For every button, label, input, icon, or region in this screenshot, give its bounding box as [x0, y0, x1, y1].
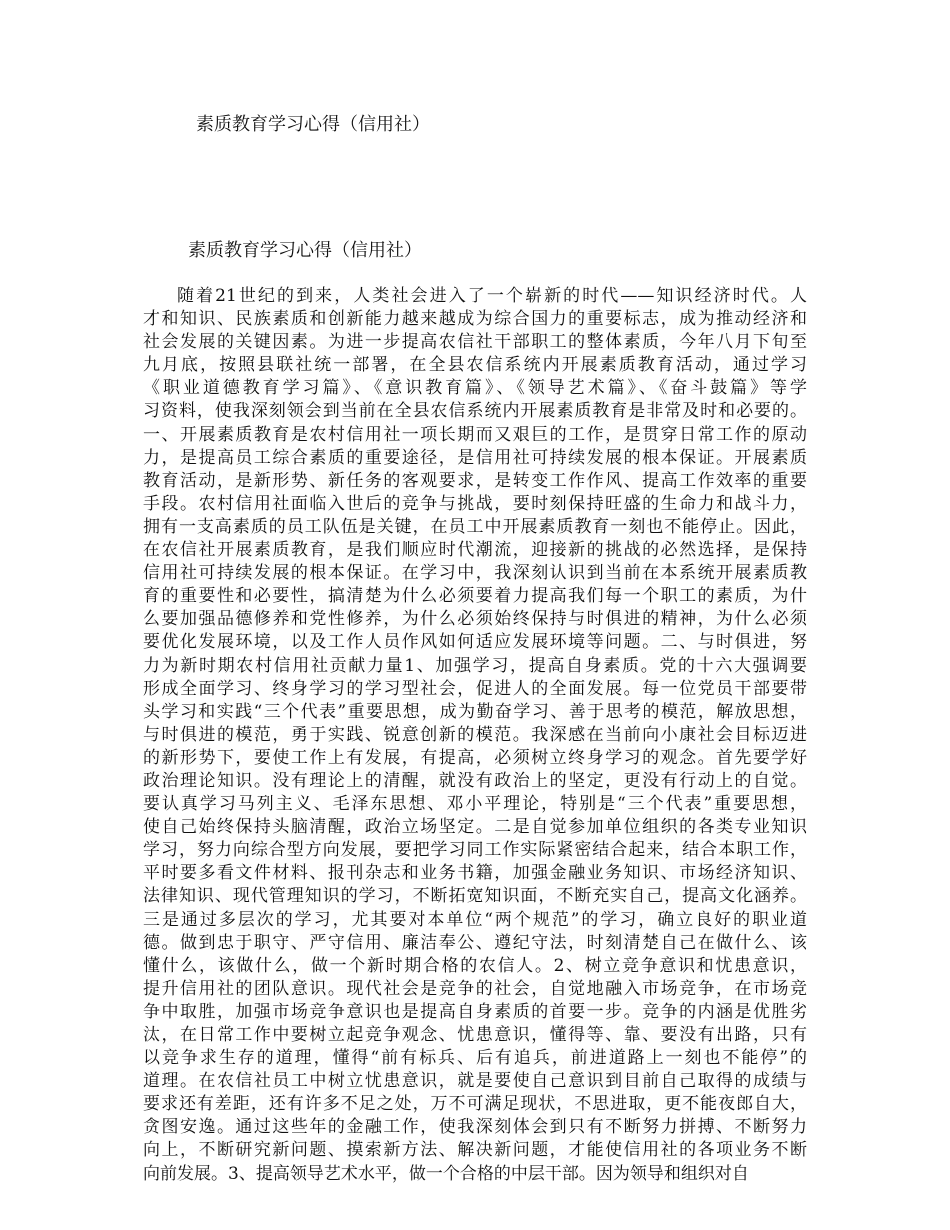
- body-text-line: 的新形势下，要使工作上有发展，有提高，必须树立终身学习的观念。首先要学好: [143, 747, 807, 768]
- body-text-line: 懂什么，该做什么，做一个新时期合格的农信人。2、树立竞争意识和忧患意识，: [143, 955, 807, 976]
- body-text-line: 平时要多看文件材料、报刊杂志和业务书籍，加强金融业务知识、市场经济知识、: [143, 863, 807, 884]
- body-text-line: 随着21世纪的到来，人类社会进入了一个崭新的时代——知识经济时代。人: [177, 286, 807, 306]
- body-text-line: 在农信社开展素质教育，是我们顺应时代潮流，迎接新的挑战的必然选择，是保持: [143, 540, 807, 561]
- body-text-line: 教育活动，是新形势、新任务的客观要求，是转变工作作风、提高工作效率的重要: [143, 470, 807, 491]
- body-text-line: 头学习和实践“三个代表”重要思想，成为勤奋学习、善于思考的模范，解放思想，: [143, 701, 807, 722]
- body-text-line: 《职业道德教育学习篇》、《意识教育篇》、《领导艺术篇》、《奋斗鼓篇》等学: [143, 378, 807, 399]
- body-text-line: 习资料，使我深刻领会到当前在全县农信系统内开展素质教育是非常及时和必要的。: [143, 401, 807, 422]
- body-text-line: 与时俱进的模范，勇于实践、锐意创新的模范。我深感在当前向小康社会目标迈进: [143, 724, 807, 745]
- body-text-line: 社会发展的关键因素。为进一步提高农信社干部职工的整体素质，今年八月下旬至: [143, 332, 807, 353]
- body-text-line: 德。做到忠于职守、严守信用、廉洁奉公、遵纪守法，时刻清楚自己在做什么、该: [143, 932, 807, 953]
- body-text-line: 三是通过多层次的学习，尤其要对本单位“两个规范”的学习，确立良好的职业道: [143, 909, 807, 930]
- body-text-line: 学习，努力向综合型方向发展，要把学习同工作实际紧密结合起来，结合本职工作，: [143, 840, 807, 861]
- body-text-line: 拥有一支高素质的员工队伍是关键，在员工中开展素质教育一刻也不能停止。因此，: [143, 516, 807, 537]
- body-text-line: 才和知识、民族素质和创新能力越来越成为综合国力的重要标志，成为推动经济和: [143, 309, 807, 330]
- body-text-line: 形成全面学习、终身学习的学习型社会，促进人的全面发展。每一位党员干部要带: [143, 678, 807, 699]
- body-text-line: 一、开展素质教育是农村信用社一项长期而又艰巨的工作，是贯穿日常工作的原动: [143, 424, 807, 445]
- body-text-line: 要优化发展环境，以及工作人员作风如何适应发展环境等问题。二、与时俱进，努: [143, 632, 807, 653]
- document-header-title: 素质教育学习心得（信用社）: [196, 114, 430, 135]
- body-text-line: 以竞争求生存的道理，懂得“前有标兵、后有追兵，前进道路上一刻也不能停”的: [143, 1048, 807, 1069]
- body-text-line: 提升信用社的团队意识。现代社会是竞争的社会，自觉地融入市场竞争，在市场竞: [143, 978, 807, 999]
- body-text-line: 信用社可持续发展的根本保证。在学习中，我深刻认识到当前在本系统开展素质教: [143, 563, 807, 584]
- body-text-line: 育的重要性和必要性，搞清楚为什么必须要着力提高我们每一个职工的素质，为什: [143, 586, 807, 607]
- body-text-line: 汰，在日常工作中要树立起竞争观念、忧患意识，懂得等、靠、要没有出路，只有: [143, 1025, 807, 1045]
- body-text-line: 力为新时期农村信用社贡献力量1、加强学习，提高自身素质。党的十六大强调要: [143, 655, 807, 676]
- body-text-line: 手段。农村信用社面临入世后的竞争与挑战，要时刻保持旺盛的生命力和战斗力，: [143, 493, 807, 514]
- body-text-line: 政治理论知识。没有理论上的清醒，就没有政治上的坚定，更没有行动上的自觉。: [143, 770, 807, 791]
- document-title: 素质教育学习心得（信用社）: [188, 240, 422, 261]
- body-text-line: 使自己始终保持头脑清醒，政治立场坚定。二是自觉参加单位组织的各类专业知识: [143, 817, 807, 838]
- body-text-line: 法律知识、现代管理知识的学习，不断拓宽知识面，不断充实自己，提高文化涵养。: [143, 886, 807, 907]
- document-body: [143, 285, 807, 1186]
- body-text-line: 争中取胜，加强市场竞争意识也是提高自身素质的首要一步。竞争的内涵是优胜劣: [143, 1001, 807, 1022]
- body-text-line: 么要加强品德修养和党性修养，为什么必须始终保持与时俱进的精神，为什么必须: [143, 609, 807, 630]
- body-text-line: 道理。在农信社员工中树立忧患意识，就是要使自己意识到目前自己取得的成绩与: [143, 1071, 807, 1092]
- body-text-line: 向上，不断研究新问题、摸索新方法、解决新问题，才能使信用社的各项业务不断: [143, 1140, 807, 1161]
- body-text-line: 向前发展。3、提高领导艺术水平，做一个合格的中层干部。因为领导和组织对自: [143, 1163, 749, 1184]
- body-text-line: 要求还有差距，还有许多不足之处，万不可满足现状，不思进取，更不能夜郎自大，: [143, 1094, 807, 1115]
- body-text-line: 九月底，按照县联社统一部署，在全县农信系统内开展素质教育活动，通过学习: [143, 355, 807, 376]
- body-text-line: 力，是提高员工综合素质的重要途径，是信用社可持续发展的根本保证。开展素质: [143, 447, 807, 468]
- body-text-line: 要认真学习马列主义、毛泽东思想、邓小平理论，特别是“三个代表”重要思想，: [143, 794, 807, 815]
- body-text-line: 贪图安逸。通过这些年的金融工作，使我深刻体会到只有不断努力拼搏、不断努力: [143, 1117, 807, 1138]
